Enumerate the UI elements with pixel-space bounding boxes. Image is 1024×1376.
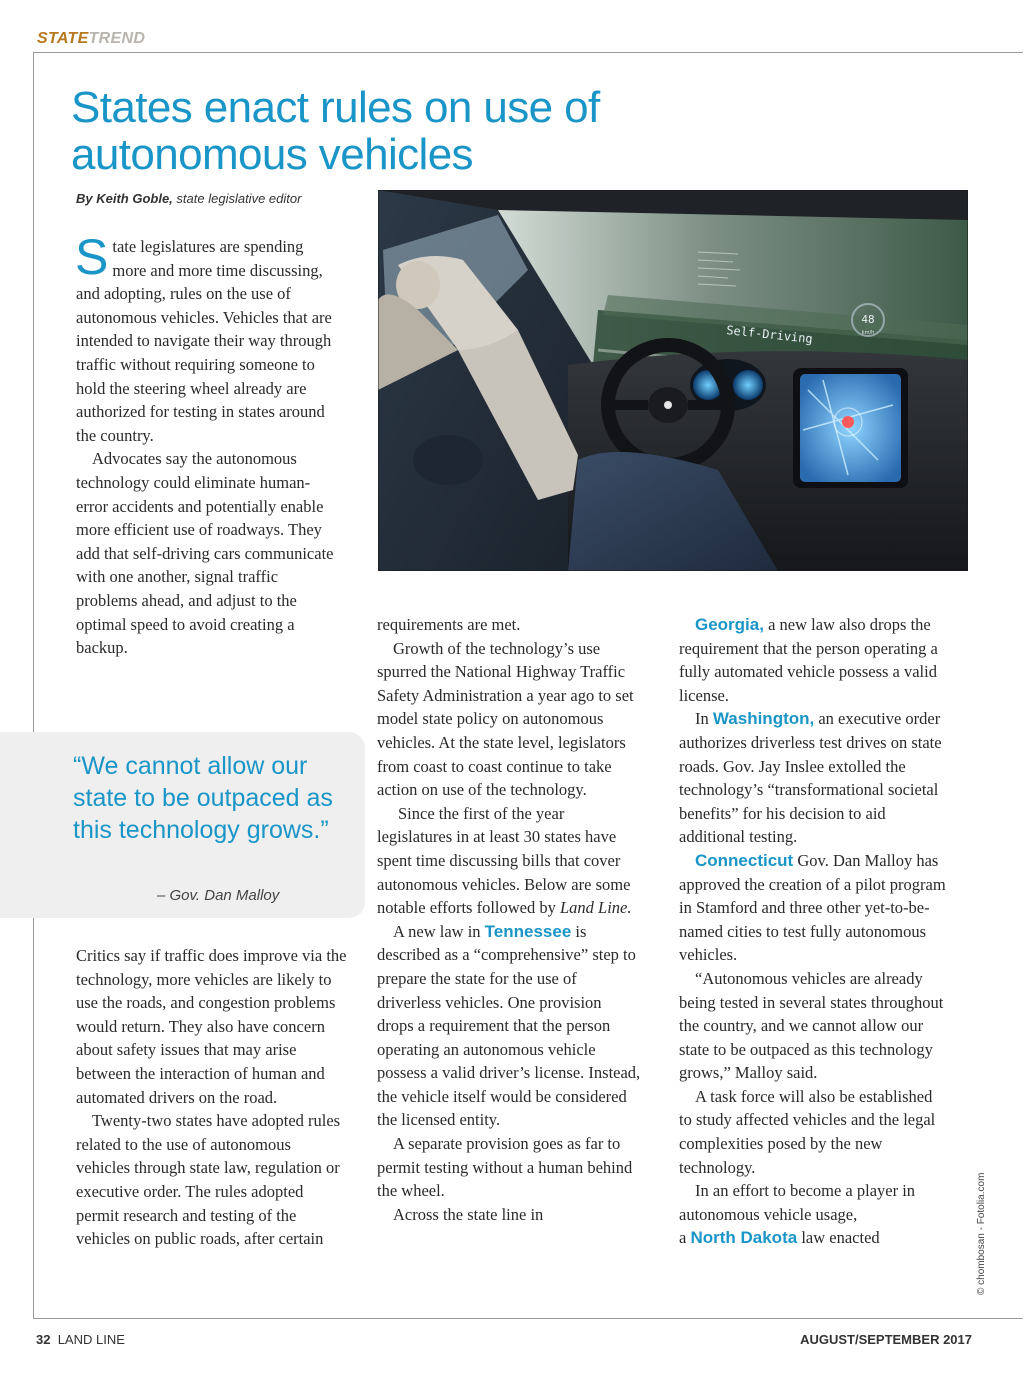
col2-paragraph-6: Across the state line in bbox=[393, 1204, 544, 1224]
state-north-dakota: North Dakota bbox=[690, 1228, 798, 1248]
col2-paragraph-4-lead: A new law in bbox=[393, 921, 481, 941]
col1-paragraph-4: Twenty-two states have adopted rules related to the use of autonomous vehicles through state law, regulation or executive order. The rules adopted permit research and testing of the vehicles on public roads, after certain bbox=[76, 1111, 341, 1249]
section-tag-trend: TREND bbox=[88, 30, 146, 47]
col3-paragraph-4: “Autonomous vehicles are already being tested in several states throughout the country, and we cannot allow our state to be outpaced as this technology grows,” Malloy said. bbox=[679, 968, 944, 1083]
col2-paragraph-3 bbox=[377, 802, 641, 920]
col1-paragraph-2: Advocates say the autonomous technology could eliminate human-error accidents and potentially enable more efficient use of roadways. They add that self-driving cars communicate with one another, signal traffic problems ahead, and adjust to the optimal speed to avoid creating a backup. bbox=[76, 449, 334, 658]
col2-paragraph-2: Growth of the technology’s use spurred the National Highway Traffic Safety Administration a year ago to set model state policy on autonomous vehicles. At the state level, legislators from coast to coast continue to take action on use of the technology. bbox=[377, 638, 634, 800]
drop-cap: S bbox=[75, 229, 109, 285]
col3-paragraph-5: A task force will also be established to study affected vehicles and the legal complexities posed by the new technology. bbox=[679, 1086, 936, 1177]
col2-paragraph-4 bbox=[377, 920, 641, 1132]
col3-paragraph-2 bbox=[679, 707, 947, 849]
land-line-title: Land Line. bbox=[559, 898, 632, 918]
col1-paragraph-3: Critics say if traffic does improve via the technology, more vehicles are likely to use the roads, and congestion problems would return. They also have concern about safety issues that may arise between the interaction of human and automated drivers on the road. bbox=[76, 946, 347, 1107]
column-2 bbox=[377, 613, 641, 1226]
photo-credit: © chombosan - Fotolia.com bbox=[976, 1172, 987, 1295]
col3-paragraph-1-text: a new law also drops the requirement that the person operating a fully automated vehicle possess a valid license. bbox=[679, 615, 938, 705]
state-connecticut: Connecticut bbox=[695, 850, 794, 870]
pull-quote-attribution: – Gov. Dan Malloy bbox=[157, 887, 280, 904]
column-1-bottom bbox=[76, 944, 348, 1251]
hud-self-driving-label: Self-Driving bbox=[725, 323, 814, 347]
state-tennessee: Tennessee bbox=[484, 921, 572, 941]
column-3 bbox=[679, 613, 947, 1250]
byline-author: By Keith Goble, bbox=[76, 191, 173, 206]
col2-paragraph-3-text: Since the first of the year legislatures in at least 30 states have spent time discussing bills that cover autonomous vehicles. Below are some notable efforts followed by bbox=[377, 803, 631, 918]
col1-paragraph-1: tate legislatures are spending more and more time discussing, and adopting, rules on the use of autonomous vehicles. Vehicles that are intended to navigate their way through traffic without requiring someone to hold the steering wheel already are authorized for testing in states around the country. bbox=[76, 237, 332, 445]
col3-paragraph-7-lead: a bbox=[679, 1228, 687, 1248]
col3-paragraph-2-text: an executive order authorizes driverless test drives on state roads. Gov. Jay Inslee extolled the technology’s “transformational societal benefits” for his decision to aid additional testing. bbox=[679, 709, 942, 847]
issue-date: AUGUST/SEPTEMBER 2017 bbox=[800, 1332, 972, 1347]
col2-paragraph-1: requirements are met. bbox=[377, 615, 521, 634]
self-driving-car-photo bbox=[378, 190, 968, 571]
column-1-top bbox=[75, 229, 340, 660]
state-georgia: Georgia, bbox=[695, 615, 764, 634]
col3-paragraph-2-lead: In bbox=[695, 709, 709, 729]
byline bbox=[76, 191, 301, 206]
col3-paragraph-3-text: Gov. Dan Malloy has approved the creation of a pilot program in Stamford and three other yet-to-be-named cities to test fully autonomous vehicles. bbox=[679, 850, 946, 965]
col3-paragraph-7 bbox=[679, 1226, 947, 1250]
footer-folio bbox=[36, 1332, 125, 1347]
magazine-name: LAND LINE bbox=[57, 1332, 125, 1347]
section-tag-state: STATE bbox=[37, 30, 89, 47]
section-tag bbox=[37, 30, 145, 48]
pull-quote-text: “We cannot allow our state to be outpaced as this technology grows.” bbox=[73, 752, 333, 844]
hud-speed-value: 48 bbox=[861, 313, 875, 326]
col3-paragraph-3 bbox=[679, 849, 947, 967]
hud-speed-unit: km/h bbox=[861, 330, 875, 336]
page-number: 32 bbox=[36, 1332, 51, 1347]
article-headline: States enact rules on use of autonomous vehicles bbox=[71, 83, 600, 179]
col2-paragraph-5: A separate provision goes as far to permit testing without a human behind the wheel. bbox=[377, 1134, 633, 1201]
col3-paragraph-7-text: law enacted bbox=[801, 1228, 880, 1248]
col3-paragraph-1 bbox=[679, 613, 947, 707]
col3-paragraph-6: In an effort to become a player in autonomous vehicle usage, bbox=[679, 1181, 916, 1224]
byline-role: state legislative editor bbox=[176, 191, 302, 206]
state-washington: Washington, bbox=[712, 709, 815, 729]
col2-paragraph-4-text: is described as a “comprehensive” step to prepare the state for the use of driverless vehicles. One provision drops a requirement that the person operating an autonomous vehicle possess a valid driver’s license. Instead, the vehicle itself would be considered the licensed entity. bbox=[377, 921, 641, 1130]
